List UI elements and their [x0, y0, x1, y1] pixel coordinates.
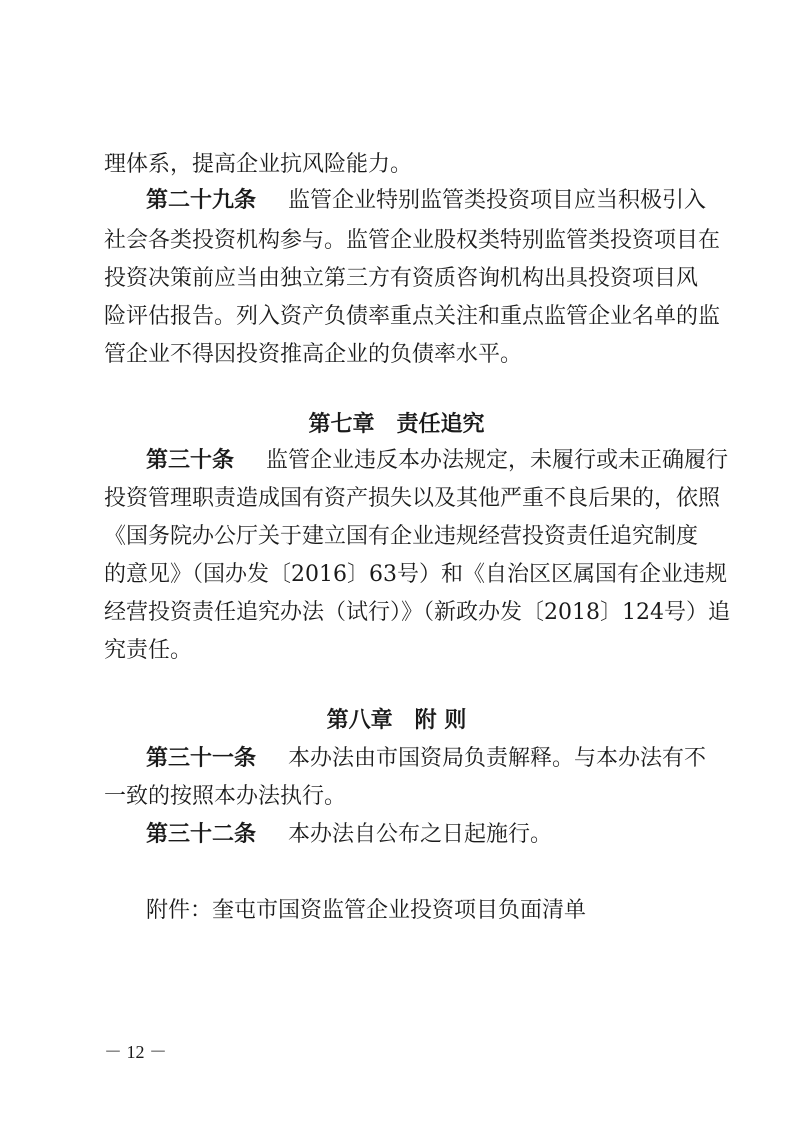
paragraph-line: 管企业不得因投资推高企业的负债率水平。 — [104, 342, 523, 367]
article-32-line: 第三十二条 本办法自公布之日起施行。 — [146, 822, 553, 847]
article-31-title: 第三十一条 — [146, 746, 257, 771]
paragraph-line: 社会各类投资机构参与。监管企业股权类特别监管类投资项目在 — [104, 228, 721, 253]
paragraph-line: 投资决策前应当由独立第三方有资质咨询机构出具投资项目风 — [104, 266, 699, 291]
chapter-7-heading: 第七章 责任追究 — [308, 412, 485, 437]
page-number: － 12 － — [104, 1042, 167, 1062]
article-29-line: 第二十九条 监管企业特别监管类投资项目应当积极引入 — [146, 188, 707, 213]
paragraph-line: 经营投资责任追究办法（试行）》（新政办发〔2018〕124号）追 — [104, 600, 730, 625]
paragraph-line: 投资管理职责造成国有资产损失以及其他严重不良后果的，依照 — [104, 486, 721, 511]
paragraph-line: 一致的按照本办法执行。 — [104, 784, 347, 809]
article-29-title: 第二十九条 — [146, 188, 257, 213]
paragraph-line: 的意见》（国办发〔2016〕63号）和《自治区区属国有企业违规 — [104, 562, 727, 587]
chapter-8-heading: 第八章 附 则 — [326, 708, 467, 733]
attachment-note: 附件：奎屯市国资监管企业投资项目负面清单 — [146, 898, 587, 923]
paragraph-line: 险评估报告。列入资产负债率重点关注和重点监管企业名单的监 — [104, 304, 721, 329]
paragraph-line: 究责任。 — [104, 638, 193, 663]
article-30-title: 第三十条 — [146, 448, 235, 473]
article-31-line: 第三十一条 本办法由市国资局负责解释。与本办法有不 — [146, 746, 707, 771]
article-30-line: 第三十条 监管企业违反本办法规定，未履行或未正确履行 — [146, 448, 729, 473]
paragraph-line: 《国务院办公厅关于建立国有企业违规经营投资责任追究制度 — [104, 524, 699, 549]
paragraph-line: 理体系，提高企业抗风险能力。 — [104, 152, 413, 177]
article-32-title: 第三十二条 — [146, 822, 257, 847]
